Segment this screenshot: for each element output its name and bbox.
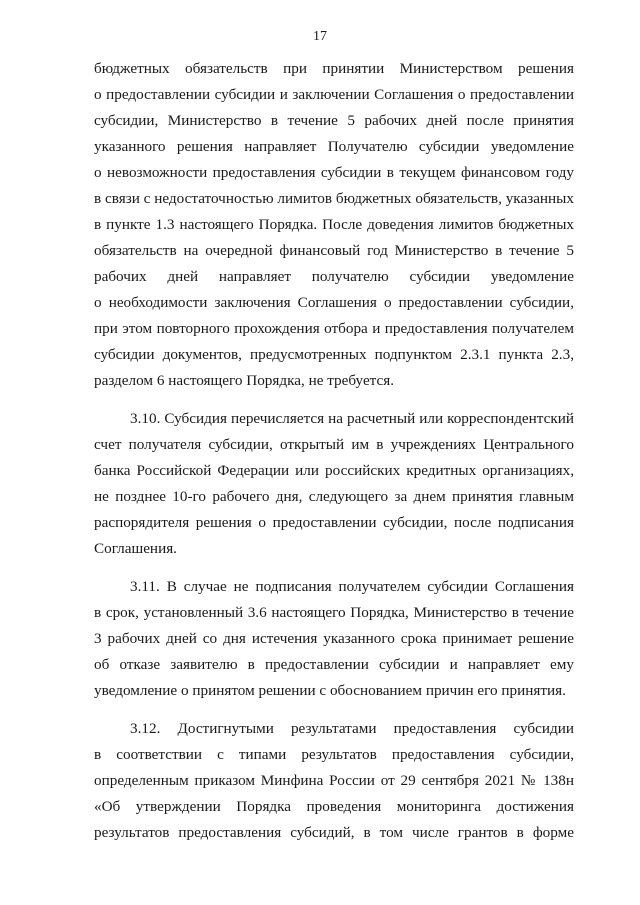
text-line: в соответствии с типами результатов предоставления субсидии, (94, 746, 574, 763)
text-line: бюджетных обязательств при принятии Министерством решения (94, 60, 574, 77)
text-line: 3 рабочих дней со дня истечения указанного срока принимает решение (94, 630, 574, 647)
text-line: в связи с недостаточностью лимитов бюджетных обязательств, указанных (94, 190, 574, 207)
text-line: определенным приказом Минфина России от 29 сентября 2021 № 138н (94, 772, 574, 789)
text-line: о необходимости заключения Соглашения о предоставлении субсидии, (94, 294, 574, 311)
text-line: распорядителя решения о предоставлении субсидии, после подписания (94, 514, 574, 531)
paragraph-start-3-12: 3.12. Достигнутыми результатами предоставления субсидии (130, 720, 574, 737)
text-line: о невозможности предоставления субсидии в текущем финансовом году (94, 164, 574, 181)
text-line: о предоставлении субсидии и заключении Соглашения о предоставлении (94, 86, 574, 103)
text-line: Соглашения. (94, 540, 177, 557)
text-line: в пункте 1.3 настоящего Порядка. После доведения лимитов бюджетных (94, 216, 574, 233)
text-line: субсидии, Министерство в течение 5 рабочих дней после принятия (94, 112, 574, 129)
text-line: уведомление о принятом решении с обоснованием причин его принятия. (94, 682, 566, 699)
text-line: счет получателя субсидии, открытый им в учреждениях Центрального (94, 436, 574, 453)
text-line: рабочих дней направляет получателю субсидии уведомление (94, 268, 574, 285)
text-line: разделом 6 настоящего Порядка, не требуется. (94, 372, 395, 389)
text-line: не позднее 10-го рабочего дня, следующего за днем принятия главным (94, 488, 574, 505)
text-line: обязательств на очередной финансовый год Министерство в течение 5 (94, 242, 574, 259)
text-line: банка Российской Федерации или российских кредитных организациях, (94, 462, 574, 479)
text-line: субсидии документов, предусмотренных подпунктом 2.3.1 пункта 2.3, (94, 346, 574, 363)
text-line: указанного решения направляет Получателю субсидии уведомление (94, 138, 574, 155)
paragraph-start-3-11: 3.11. В случае не подписания получателем субсидии Соглашения (130, 578, 574, 595)
page-number: 17 (313, 29, 327, 44)
paragraph-start-3-10: 3.10. Субсидия перечисляется на расчетный или корреспондентский (130, 410, 574, 427)
text-line: об отказе заявителю в предоставлении субсидии и направляет ему (94, 656, 574, 673)
text-line: при этом повторного прохождения отбора и предоставления получателем (94, 320, 574, 337)
text-line: результатов предоставления субсидий, в том числе грантов в форме (94, 824, 574, 841)
text-line: в срок, установленный 3.6 настоящего Порядка, Министерство в течение (94, 604, 574, 621)
body-text (94, 56, 574, 846)
text-line: «Об утверждении Порядка проведения мониторинга достижения (94, 798, 574, 815)
